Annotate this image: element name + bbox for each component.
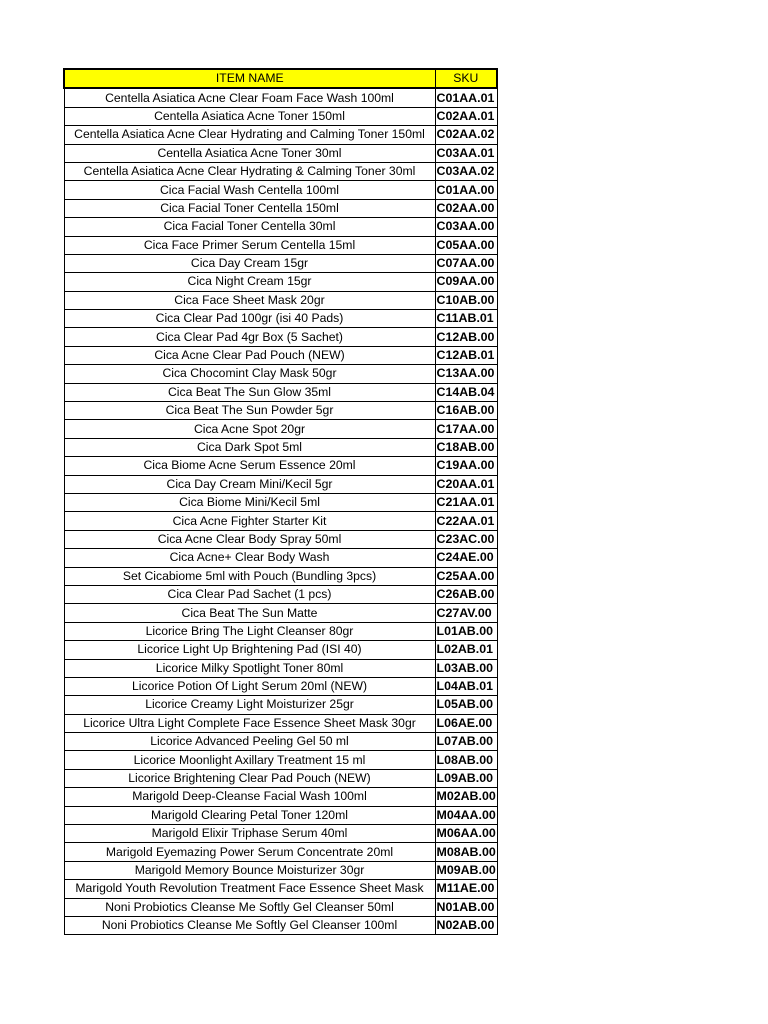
table-row (64, 622, 497, 640)
sku-cell: N02AB.00 (435, 916, 497, 934)
item-name-cell: Licorice Ultra Light Complete Face Essence Sheet Mask 30gr (64, 714, 435, 732)
table-row (64, 475, 497, 493)
sku-cell: C03AA.01 (435, 144, 497, 162)
item-name-cell: Marigold Deep-Cleanse Facial Wash 100ml (64, 788, 435, 806)
item-name-cell: Cica Clear Pad 100gr (isi 40 Pads) (64, 310, 435, 328)
item-name-cell: Marigold Elixir Triphase Serum 40ml (64, 825, 435, 843)
table-row (64, 162, 497, 180)
item-name-cell: Cica Face Sheet Mask 20gr (64, 291, 435, 309)
sku-cell: C11AB.01 (435, 310, 497, 328)
sku-cell: C02AA.02 (435, 126, 497, 144)
item-name-cell: Cica Night Cream 15gr (64, 273, 435, 291)
table-row (64, 328, 497, 346)
item-name-cell: Centella Asiatica Acne Toner 30ml (64, 144, 435, 162)
item-name-cell: Cica Chocomint Clay Mask 50gr (64, 365, 435, 383)
table-row (64, 291, 497, 309)
table-row (64, 714, 497, 732)
column-header-item-name: ITEM NAME (64, 69, 435, 88)
item-name-cell: Centella Asiatica Acne Clear Hydrating & Calming Toner 30ml (64, 162, 435, 180)
table-row (64, 751, 497, 769)
item-name-cell: Cica Beat The Sun Matte (64, 604, 435, 622)
table-row (64, 346, 497, 364)
sku-cell: L06AE.00 (435, 714, 497, 732)
sku-cell: C02AA.01 (435, 107, 497, 125)
sku-cell: C16AB.00 (435, 402, 497, 420)
table-row (64, 273, 497, 291)
sku-cell: C27AV.00 (435, 604, 497, 622)
item-name-cell: Cica Acne Fighter Starter Kit (64, 512, 435, 530)
sku-cell: C14AB.04 (435, 383, 497, 401)
table-row (64, 843, 497, 861)
item-name-cell: Marigold Memory Bounce Moisturizer 30gr (64, 861, 435, 879)
table-row (64, 898, 497, 916)
item-name-cell: Noni Probiotics Cleanse Me Softly Gel Cleanser 50ml (64, 898, 435, 916)
item-name-cell: Set Cicabiome 5ml with Pouch (Bundling 3pcs) (64, 567, 435, 585)
table-row (64, 659, 497, 677)
sku-cell: M02AB.00 (435, 788, 497, 806)
table-row (64, 365, 497, 383)
sku-table (63, 68, 498, 935)
table-row (64, 310, 497, 328)
table-row (64, 567, 497, 585)
item-name-cell: Noni Probiotics Cleanse Me Softly Gel Cleanser 100ml (64, 916, 435, 934)
table-row (64, 254, 497, 272)
table-row (64, 218, 497, 236)
table-row (64, 181, 497, 199)
column-header-sku: SKU (435, 69, 497, 88)
sku-cell: C03AA.02 (435, 162, 497, 180)
item-name-cell: Cica Day Cream 15gr (64, 254, 435, 272)
sku-cell: C20AA.01 (435, 475, 497, 493)
item-name-cell: Marigold Youth Revolution Treatment Face Essence Sheet Mask (64, 880, 435, 898)
item-name-cell: Licorice Potion Of Light Serum 20ml (NEW) (64, 677, 435, 695)
sku-cell: N01AB.00 (435, 898, 497, 916)
sku-cell: C01AA.01 (435, 88, 497, 107)
item-name-cell: Cica Acne Clear Body Spray 50ml (64, 530, 435, 548)
item-name-cell: Cica Dark Spot 5ml (64, 438, 435, 456)
item-name-cell: Cica Face Primer Serum Centella 15ml (64, 236, 435, 254)
item-name-cell: Licorice Milky Spotlight Toner 80ml (64, 659, 435, 677)
table-row (64, 107, 497, 125)
sku-cell: C05AA.00 (435, 236, 497, 254)
table-row (64, 383, 497, 401)
table-row (64, 788, 497, 806)
sku-cell: L09AB.00 (435, 769, 497, 787)
item-name-cell: Cica Acne Spot 20gr (64, 420, 435, 438)
table-row (64, 438, 497, 456)
table-row (64, 585, 497, 603)
sku-cell: C02AA.00 (435, 199, 497, 217)
item-name-cell: Marigold Eyemazing Power Serum Concentrate 20ml (64, 843, 435, 861)
item-name-cell: Cica Day Cream Mini/Kecil 5gr (64, 475, 435, 493)
table-row (64, 530, 497, 548)
item-name-cell: Licorice Bring The Light Cleanser 80gr (64, 622, 435, 640)
table-row (64, 402, 497, 420)
table-row (64, 733, 497, 751)
table-row (64, 144, 497, 162)
table-row (64, 549, 497, 567)
item-name-cell: Cica Facial Toner Centella 30ml (64, 218, 435, 236)
item-name-cell: Licorice Brightening Clear Pad Pouch (NEW) (64, 769, 435, 787)
table-row (64, 806, 497, 824)
sku-cell: C22AA.01 (435, 512, 497, 530)
sku-cell: M04AA.00 (435, 806, 497, 824)
sku-cell: C24AE.00 (435, 549, 497, 567)
sku-cell: L03AB.00 (435, 659, 497, 677)
sku-cell: C23AC.00 (435, 530, 497, 548)
item-name-cell: Licorice Creamy Light Moisturizer 25gr (64, 696, 435, 714)
sku-cell: L02AB.01 (435, 641, 497, 659)
sku-cell: C25AA.00 (435, 567, 497, 585)
sku-cell: M06AA.00 (435, 825, 497, 843)
table-row (64, 880, 497, 898)
item-name-cell: Cica Biome Acne Serum Essence 20ml (64, 457, 435, 475)
table-row (64, 769, 497, 787)
sku-cell: C03AA.00 (435, 218, 497, 236)
sku-cell: L07AB.00 (435, 733, 497, 751)
sku-cell: C12AB.01 (435, 346, 497, 364)
table-row (64, 493, 497, 511)
item-name-cell: Centella Asiatica Acne Clear Foam Face Wash 100ml (64, 88, 435, 107)
table-row (64, 916, 497, 934)
sku-cell: C13AA.00 (435, 365, 497, 383)
sku-cell: C18AB.00 (435, 438, 497, 456)
sku-cell: L08AB.00 (435, 751, 497, 769)
sku-cell: M08AB.00 (435, 843, 497, 861)
item-name-cell: Cica Facial Toner Centella 150ml (64, 199, 435, 217)
sku-cell: C12AB.00 (435, 328, 497, 346)
sku-cell: C19AA.00 (435, 457, 497, 475)
table-row (64, 677, 497, 695)
table-row (64, 641, 497, 659)
table-row (64, 420, 497, 438)
sku-cell: L04AB.01 (435, 677, 497, 695)
item-name-cell: Cica Acne Clear Pad Pouch (NEW) (64, 346, 435, 364)
table-row (64, 861, 497, 879)
item-name-cell: Cica Facial Wash Centella 100ml (64, 181, 435, 199)
table-row (64, 236, 497, 254)
item-name-cell: Marigold Clearing Petal Toner 120ml (64, 806, 435, 824)
sku-cell: C10AB.00 (435, 291, 497, 309)
table-row (64, 512, 497, 530)
item-name-cell: Cica Biome Mini/Kecil 5ml (64, 493, 435, 511)
table-row (64, 457, 497, 475)
table-row (64, 126, 497, 144)
table-row (64, 696, 497, 714)
item-name-cell: Cica Acne+ Clear Body Wash (64, 549, 435, 567)
item-name-cell: Licorice Advanced Peeling Gel 50 ml (64, 733, 435, 751)
sku-cell: L05AB.00 (435, 696, 497, 714)
sku-cell: C01AA.00 (435, 181, 497, 199)
table-row (64, 88, 497, 107)
item-name-cell: Cica Clear Pad 4gr Box (5 Sachet) (64, 328, 435, 346)
sku-cell: M11AE.00 (435, 880, 497, 898)
item-name-cell: Cica Clear Pad Sachet (1 pcs) (64, 585, 435, 603)
table-body (64, 88, 497, 934)
item-name-cell: Centella Asiatica Acne Toner 150ml (64, 107, 435, 125)
item-name-cell: Cica Beat The Sun Powder 5gr (64, 402, 435, 420)
sku-cell: C21AA.01 (435, 493, 497, 511)
table-row (64, 825, 497, 843)
item-name-cell: Licorice Light Up Brightening Pad (ISI 40) (64, 641, 435, 659)
item-name-cell: Licorice Moonlight Axillary Treatment 15 ml (64, 751, 435, 769)
item-name-cell: Centella Asiatica Acne Clear Hydrating and Calming Toner 150ml (64, 126, 435, 144)
table-row (64, 199, 497, 217)
table-row (64, 604, 497, 622)
sku-cell: C26AB.00 (435, 585, 497, 603)
item-name-cell: Cica Beat The Sun Glow 35ml (64, 383, 435, 401)
sku-cell: C17AA.00 (435, 420, 497, 438)
sku-cell: M09AB.00 (435, 861, 497, 879)
sku-cell: L01AB.00 (435, 622, 497, 640)
sku-cell: C09AA.00 (435, 273, 497, 291)
sku-cell: C07AA.00 (435, 254, 497, 272)
header-row (64, 69, 497, 88)
